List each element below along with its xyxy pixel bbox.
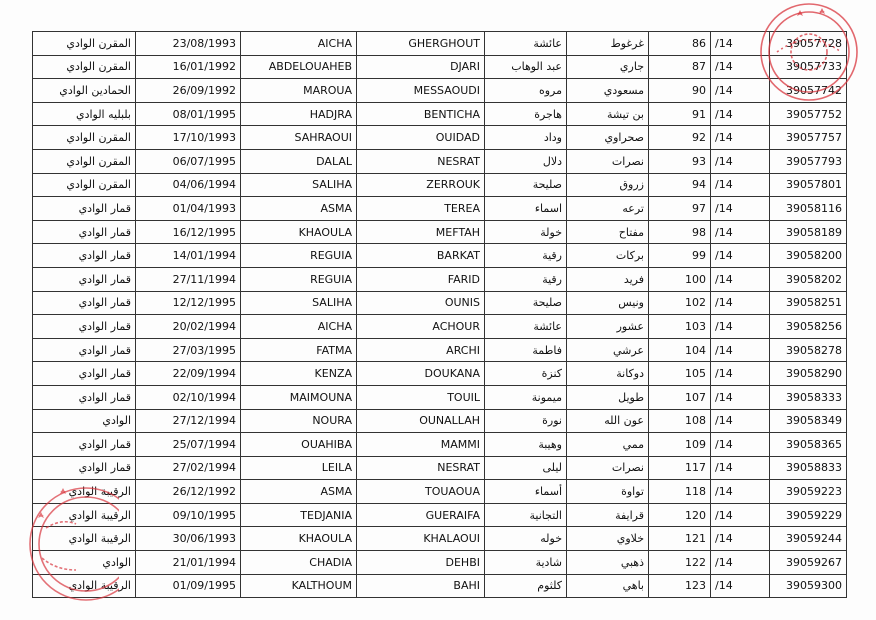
first-name-latin-cell: NOURA — [241, 409, 357, 433]
registration-id-cell: 39059223 — [770, 480, 847, 504]
birthplace-cell: بلبليه الوادي — [33, 102, 136, 126]
table-row — [33, 32, 847, 56]
first-name-latin-cell: ABDELOUAHEB — [241, 55, 357, 79]
registration-id-cell: 39059267 — [770, 551, 847, 575]
wilaya-code-cell: /14 — [711, 503, 770, 527]
registration-id-cell: 39058333 — [770, 385, 847, 409]
table-row — [33, 55, 847, 79]
birthplace-cell: المقرن الوادي — [33, 173, 136, 197]
table-row — [33, 456, 847, 480]
last-name-latin-cell: ZERROUK — [357, 173, 485, 197]
student-roster-table — [32, 31, 847, 598]
first-name-latin-cell: REGUIA — [241, 244, 357, 268]
last-name-latin-cell: NESRAT — [357, 149, 485, 173]
wilaya-code-cell: /14 — [711, 409, 770, 433]
birthdate-cell: 09/10/1995 — [136, 503, 241, 527]
last-name-latin-cell: KHALAOUI — [357, 527, 485, 551]
birthdate-cell: 27/12/1994 — [136, 409, 241, 433]
wilaya-code-cell: /14 — [711, 220, 770, 244]
wilaya-code-cell: /14 — [711, 456, 770, 480]
last-name-arabic-cell: مسعودي — [567, 79, 649, 103]
birthdate-cell: 21/01/1994 — [136, 551, 241, 575]
registration-id-cell: 39057752 — [770, 102, 847, 126]
birthplace-cell: الوادي — [33, 409, 136, 433]
wilaya-code-cell: /14 — [711, 197, 770, 221]
first-name-arabic-cell: صليحة — [485, 173, 567, 197]
table-row — [33, 244, 847, 268]
order-number-cell: 104 — [649, 338, 711, 362]
last-name-arabic-cell: فريد — [567, 267, 649, 291]
first-name-latin-cell: SALIHA — [241, 291, 357, 315]
birthdate-cell: 27/03/1995 — [136, 338, 241, 362]
table-row — [33, 173, 847, 197]
first-name-latin-cell: KHAOULA — [241, 527, 357, 551]
first-name-latin-cell: AICHA — [241, 32, 357, 56]
birthdate-cell: 01/09/1995 — [136, 574, 241, 598]
last-name-arabic-cell: دوكانة — [567, 362, 649, 386]
birthdate-cell: 04/06/1994 — [136, 173, 241, 197]
last-name-arabic-cell: مفتاح — [567, 220, 649, 244]
birthplace-cell: المقرن الوادي — [33, 55, 136, 79]
table-row — [33, 267, 847, 291]
table-row — [33, 551, 847, 575]
first-name-latin-cell: MAROUA — [241, 79, 357, 103]
table-row — [33, 409, 847, 433]
order-number-cell: 98 — [649, 220, 711, 244]
birthdate-cell: 26/09/1992 — [136, 79, 241, 103]
first-name-latin-cell: ASMA — [241, 197, 357, 221]
birthdate-cell: 16/12/1995 — [136, 220, 241, 244]
birthdate-cell: 12/12/1995 — [136, 291, 241, 315]
registration-id-cell: 39058349 — [770, 409, 847, 433]
first-name-latin-cell: LEILA — [241, 456, 357, 480]
table-row — [33, 527, 847, 551]
wilaya-code-cell: /14 — [711, 126, 770, 150]
birthplace-cell: المقرن الوادي — [33, 32, 136, 56]
first-name-latin-cell: ASMA — [241, 480, 357, 504]
table-row — [33, 197, 847, 221]
last-name-latin-cell: TOUAOUA — [357, 480, 485, 504]
order-number-cell: 102 — [649, 291, 711, 315]
last-name-arabic-cell: جاري — [567, 55, 649, 79]
table-row — [33, 433, 847, 457]
wilaya-code-cell: /14 — [711, 291, 770, 315]
first-name-latin-cell: AICHA — [241, 315, 357, 339]
wilaya-code-cell: /14 — [711, 433, 770, 457]
last-name-arabic-cell: ممي — [567, 433, 649, 457]
first-name-latin-cell: KHAOULA — [241, 220, 357, 244]
last-name-latin-cell: BENTICHA — [357, 102, 485, 126]
birthplace-cell: الرقيبة الوادي — [33, 574, 136, 598]
birthdate-cell: 01/04/1993 — [136, 197, 241, 221]
first-name-arabic-cell: وهيبة — [485, 433, 567, 457]
wilaya-code-cell: /14 — [711, 574, 770, 598]
registration-id-cell: 39058256 — [770, 315, 847, 339]
first-name-arabic-cell: ميمونة — [485, 385, 567, 409]
last-name-arabic-cell: نصرات — [567, 456, 649, 480]
birthplace-cell: الرقيبة الوادي — [33, 527, 136, 551]
first-name-arabic-cell: مروه — [485, 79, 567, 103]
last-name-arabic-cell: صحراوي — [567, 126, 649, 150]
birthdate-cell: 02/10/1994 — [136, 385, 241, 409]
wilaya-code-cell: /14 — [711, 32, 770, 56]
order-number-cell: 90 — [649, 79, 711, 103]
birthplace-cell: قمار الوادي — [33, 244, 136, 268]
table-row — [33, 102, 847, 126]
first-name-latin-cell: OUAHIBA — [241, 433, 357, 457]
table-row — [33, 574, 847, 598]
last-name-latin-cell: BARKAT — [357, 244, 485, 268]
registration-id-cell: 39057728 — [770, 32, 847, 56]
table-row — [33, 126, 847, 150]
table-row — [33, 480, 847, 504]
last-name-arabic-cell: زروق — [567, 173, 649, 197]
order-number-cell: 107 — [649, 385, 711, 409]
order-number-cell: 123 — [649, 574, 711, 598]
order-number-cell: 120 — [649, 503, 711, 527]
wilaya-code-cell: /14 — [711, 173, 770, 197]
registration-id-cell: 39058116 — [770, 197, 847, 221]
order-number-cell: 103 — [649, 315, 711, 339]
last-name-latin-cell: ACHOUR — [357, 315, 485, 339]
last-name-latin-cell: OUNALLAH — [357, 409, 485, 433]
first-name-arabic-cell: اسماء — [485, 197, 567, 221]
registration-id-cell: 39058290 — [770, 362, 847, 386]
birthplace-cell: قمار الوادي — [33, 362, 136, 386]
last-name-latin-cell: ARCHI — [357, 338, 485, 362]
birthplace-cell: قمار الوادي — [33, 220, 136, 244]
order-number-cell: 93 — [649, 149, 711, 173]
table-row — [33, 338, 847, 362]
order-number-cell: 87 — [649, 55, 711, 79]
order-number-cell: 100 — [649, 267, 711, 291]
first-name-arabic-cell: نورة — [485, 409, 567, 433]
registration-id-cell: 39058278 — [770, 338, 847, 362]
first-name-arabic-cell: خوله — [485, 527, 567, 551]
registration-id-cell: 39057733 — [770, 55, 847, 79]
birthplace-cell: الوادي — [33, 551, 136, 575]
last-name-arabic-cell: ترعه — [567, 197, 649, 221]
last-name-arabic-cell: خلاوي — [567, 527, 649, 551]
birthplace-cell: الحمادين الوادي — [33, 79, 136, 103]
last-name-arabic-cell: بن تيشة — [567, 102, 649, 126]
registration-id-cell: 39058251 — [770, 291, 847, 315]
first-name-latin-cell: REGUIA — [241, 267, 357, 291]
table-row — [33, 220, 847, 244]
first-name-arabic-cell: رقية — [485, 267, 567, 291]
birthplace-cell: المقرن الوادي — [33, 149, 136, 173]
order-number-cell: 109 — [649, 433, 711, 457]
registration-id-cell: 39057742 — [770, 79, 847, 103]
table-row — [33, 79, 847, 103]
last-name-arabic-cell: ذهبي — [567, 551, 649, 575]
last-name-latin-cell: TOUIL — [357, 385, 485, 409]
order-number-cell: 122 — [649, 551, 711, 575]
registration-id-cell: 39057757 — [770, 126, 847, 150]
first-name-latin-cell: MAIMOUNA — [241, 385, 357, 409]
first-name-latin-cell: CHADIA — [241, 551, 357, 575]
order-number-cell: 108 — [649, 409, 711, 433]
table-row — [33, 385, 847, 409]
last-name-arabic-cell: بركات — [567, 244, 649, 268]
order-number-cell: 99 — [649, 244, 711, 268]
order-number-cell: 121 — [649, 527, 711, 551]
birthplace-cell: الرقيبة الوادي — [33, 503, 136, 527]
registration-id-cell: 39059300 — [770, 574, 847, 598]
wilaya-code-cell: /14 — [711, 315, 770, 339]
birthplace-cell: قمار الوادي — [33, 315, 136, 339]
table-row — [33, 503, 847, 527]
last-name-latin-cell: FARID — [357, 267, 485, 291]
wilaya-code-cell: /14 — [711, 79, 770, 103]
last-name-latin-cell: MEFTAH — [357, 220, 485, 244]
wilaya-code-cell: /14 — [711, 527, 770, 551]
last-name-latin-cell: TEREA — [357, 197, 485, 221]
table-row — [33, 362, 847, 386]
table-row — [33, 291, 847, 315]
birthplace-cell: المقرن الوادي — [33, 126, 136, 150]
last-name-latin-cell: DEHBI — [357, 551, 485, 575]
first-name-arabic-cell: رقية — [485, 244, 567, 268]
last-name-latin-cell: MAMMI — [357, 433, 485, 457]
first-name-latin-cell: DALAL — [241, 149, 357, 173]
last-name-latin-cell: OUNIS — [357, 291, 485, 315]
first-name-arabic-cell: وداد — [485, 126, 567, 150]
last-name-arabic-cell: تواوة — [567, 480, 649, 504]
first-name-arabic-cell: كنزة — [485, 362, 567, 386]
wilaya-code-cell: /14 — [711, 362, 770, 386]
wilaya-code-cell: /14 — [711, 551, 770, 575]
last-name-arabic-cell: نصرات — [567, 149, 649, 173]
last-name-arabic-cell: طويل — [567, 385, 649, 409]
order-number-cell: 117 — [649, 456, 711, 480]
first-name-arabic-cell: خولة — [485, 220, 567, 244]
table-row — [33, 149, 847, 173]
birthplace-cell: قمار الوادي — [33, 433, 136, 457]
first-name-latin-cell: KENZA — [241, 362, 357, 386]
first-name-latin-cell: HADJRA — [241, 102, 357, 126]
first-name-arabic-cell: أسماء — [485, 480, 567, 504]
first-name-arabic-cell: فاطمة — [485, 338, 567, 362]
birthdate-cell: 27/11/1994 — [136, 267, 241, 291]
last-name-arabic-cell: باهي — [567, 574, 649, 598]
birthdate-cell: 17/10/1993 — [136, 126, 241, 150]
first-name-latin-cell: SALIHA — [241, 173, 357, 197]
birthplace-cell: قمار الوادي — [33, 338, 136, 362]
birthdate-cell: 06/07/1995 — [136, 149, 241, 173]
last-name-latin-cell: BAHI — [357, 574, 485, 598]
wilaya-code-cell: /14 — [711, 385, 770, 409]
order-number-cell: 97 — [649, 197, 711, 221]
birthdate-cell: 22/09/1994 — [136, 362, 241, 386]
birthdate-cell: 20/02/1994 — [136, 315, 241, 339]
order-number-cell: 91 — [649, 102, 711, 126]
registration-id-cell: 39058365 — [770, 433, 847, 457]
first-name-arabic-cell: عائشة — [485, 32, 567, 56]
registration-id-cell: 39057793 — [770, 149, 847, 173]
wilaya-code-cell: /14 — [711, 338, 770, 362]
first-name-arabic-cell: دلال — [485, 149, 567, 173]
order-number-cell: 118 — [649, 480, 711, 504]
last-name-latin-cell: GUERAIFA — [357, 503, 485, 527]
registration-id-cell: 39059244 — [770, 527, 847, 551]
registration-id-cell: 39058202 — [770, 267, 847, 291]
wilaya-code-cell: /14 — [711, 55, 770, 79]
registration-id-cell: 39058189 — [770, 220, 847, 244]
birthplace-cell: قمار الوادي — [33, 456, 136, 480]
table-row — [33, 315, 847, 339]
birthdate-cell: 27/02/1994 — [136, 456, 241, 480]
birthdate-cell: 16/01/1992 — [136, 55, 241, 79]
last-name-latin-cell: GHERGHOUT — [357, 32, 485, 56]
birthplace-cell: قمار الوادي — [33, 385, 136, 409]
birthdate-cell: 30/06/1993 — [136, 527, 241, 551]
first-name-arabic-cell: كلثوم — [485, 574, 567, 598]
last-name-latin-cell: NESRAT — [357, 456, 485, 480]
wilaya-code-cell: /14 — [711, 102, 770, 126]
order-number-cell: 105 — [649, 362, 711, 386]
first-name-latin-cell: TEDJANIA — [241, 503, 357, 527]
first-name-latin-cell: FATMA — [241, 338, 357, 362]
birthdate-cell: 23/08/1993 — [136, 32, 241, 56]
wilaya-code-cell: /14 — [711, 149, 770, 173]
last-name-arabic-cell: ونيس — [567, 291, 649, 315]
first-name-latin-cell: KALTHOUM — [241, 574, 357, 598]
roster-body — [33, 32, 847, 598]
last-name-arabic-cell: عشور — [567, 315, 649, 339]
wilaya-code-cell: /14 — [711, 267, 770, 291]
last-name-latin-cell: DJARI — [357, 55, 485, 79]
first-name-arabic-cell: التجانية — [485, 503, 567, 527]
wilaya-code-cell: /14 — [711, 244, 770, 268]
birthplace-cell: قمار الوادي — [33, 291, 136, 315]
last-name-arabic-cell: قرايفة — [567, 503, 649, 527]
last-name-arabic-cell: غرغوط — [567, 32, 649, 56]
last-name-arabic-cell: عون الله — [567, 409, 649, 433]
order-number-cell: 94 — [649, 173, 711, 197]
last-name-latin-cell: MESSAOUDI — [357, 79, 485, 103]
last-name-latin-cell: DOUKANA — [357, 362, 485, 386]
registration-id-cell: 39058833 — [770, 456, 847, 480]
first-name-latin-cell: SAHRAOUI — [241, 126, 357, 150]
first-name-arabic-cell: ليلى — [485, 456, 567, 480]
first-name-arabic-cell: عبد الوهاب — [485, 55, 567, 79]
birthdate-cell: 25/07/1994 — [136, 433, 241, 457]
birthplace-cell: الرقيبة الوادي — [33, 480, 136, 504]
birthplace-cell: قمار الوادي — [33, 267, 136, 291]
registration-id-cell: 39057801 — [770, 173, 847, 197]
wilaya-code-cell: /14 — [711, 480, 770, 504]
birthdate-cell: 26/12/1992 — [136, 480, 241, 504]
first-name-arabic-cell: صليحة — [485, 291, 567, 315]
first-name-arabic-cell: هاجرة — [485, 102, 567, 126]
birthdate-cell: 14/01/1994 — [136, 244, 241, 268]
birthplace-cell: قمار الوادي — [33, 197, 136, 221]
last-name-latin-cell: OUIDAD — [357, 126, 485, 150]
order-number-cell: 92 — [649, 126, 711, 150]
birthdate-cell: 08/01/1995 — [136, 102, 241, 126]
order-number-cell: 86 — [649, 32, 711, 56]
registration-id-cell: 39058200 — [770, 244, 847, 268]
registration-id-cell: 39059229 — [770, 503, 847, 527]
first-name-arabic-cell: شادية — [485, 551, 567, 575]
first-name-arabic-cell: عائشة — [485, 315, 567, 339]
last-name-arabic-cell: عرشي — [567, 338, 649, 362]
